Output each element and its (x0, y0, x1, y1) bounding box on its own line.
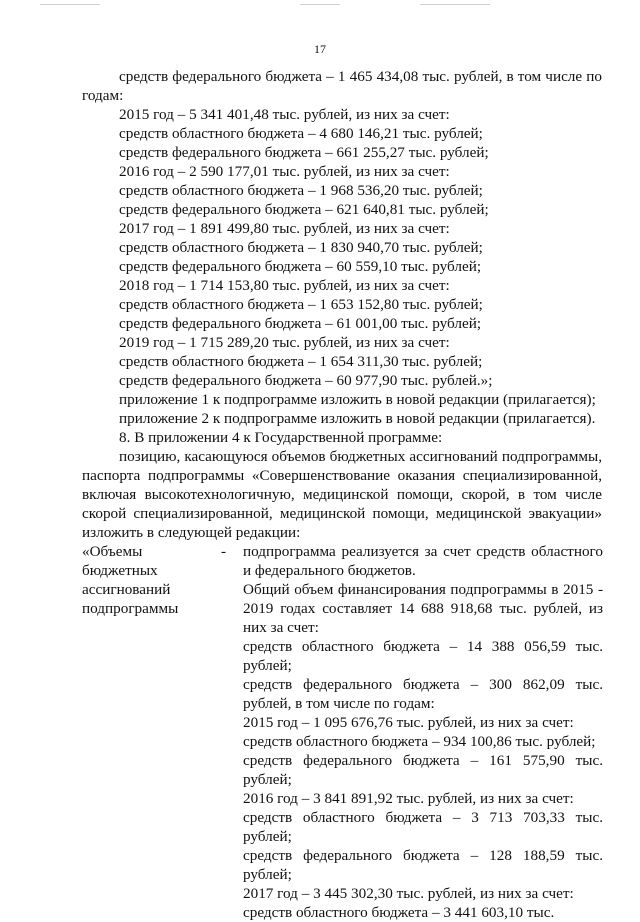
table-value-line: средств областного бюджета – 3 713 703,33 тыс. рублей; (243, 809, 603, 845)
document-body (82, 67, 602, 922)
table-value-line: подпрограмма реализуется за счет средств областного и федерального бюджетов. (243, 543, 603, 579)
scan-artifact (420, 4, 490, 5)
table-value-line: 2017 год – 3 445 302,30 тыс. рублей, из них за счет: (243, 885, 574, 902)
year-line: средств областного бюджета – 4 680 146,21 тыс. рублей; (119, 125, 483, 142)
table-value-line: средств областного бюджета – 14 388 056,59 тыс. рублей; (243, 638, 603, 674)
table-value-line: средств федерального бюджета – 161 575,90 тыс. рублей; (243, 752, 603, 788)
table-label-column (82, 542, 230, 922)
table-value-line: Общий объем финансирования подпрограммы в 2015 - 2019 годах составляет 14 688 918,68 тыс. рублей, из них за счет: (243, 581, 603, 636)
table-value-line: 2015 год – 1 095 676,76 тыс. рублей, из них за счет: (243, 714, 574, 731)
year-line: средств федерального бюджета – 621 640,81 тыс. рублей; (119, 201, 489, 218)
table-dash: - (220, 543, 226, 560)
table-label-line: подпрограммы (82, 600, 179, 617)
table-value-line: средств федерального бюджета – 300 862,09 тыс. рублей, в том числе по годам: (243, 676, 603, 712)
section-heading: 8. В приложении 4 к Государственной программе: (119, 429, 443, 446)
table-label-line: бюджетных (82, 562, 158, 579)
table-value-line: средств областного бюджета – 3 441 603,10 тыс. (243, 904, 555, 921)
page-number: 17 (314, 42, 326, 56)
year-line: средств областного бюджета – 1 653 152,80 тыс. рублей; (119, 296, 483, 313)
table-value-line: средств федерального бюджета – 128 188,59 тыс. рублей; (243, 847, 603, 883)
year-line: средств федерального бюджета – 61 001,00 тыс. рублей; (119, 315, 482, 332)
year-line: 2018 год – 1 714 153,80 тыс. рублей, из них за счет: (119, 277, 450, 294)
year-line: средств областного бюджета – 1 654 311,30 тыс. рублей; (119, 353, 483, 370)
table-label-line: «Объемы (82, 543, 143, 560)
budget-table (82, 542, 602, 922)
appendix-line: приложение 2 к подпрограмме изложить в новой редакции (прилагается). (119, 410, 596, 427)
table-value-line: 2016 год – 3 841 891,92 тыс. рублей, из них за счет: (243, 790, 574, 807)
year-line: 2019 год – 1 715 289,20 тыс. рублей, из них за счет: (119, 334, 450, 351)
year-line: средств федерального бюджета – 661 255,27 тыс. рублей; (119, 144, 489, 161)
year-line: средств федерального бюджета – 60 559,10 тыс. рублей; (119, 258, 482, 275)
year-line: 2017 год – 1 891 499,80 тыс. рублей, из них за счет: (119, 220, 450, 237)
intro-line: средств федерального бюджета – 1 465 434,08 тыс. рублей, в том числе по годам: (82, 68, 602, 104)
scan-artifact (300, 4, 340, 5)
table-label-line: ассигнований (82, 581, 171, 598)
scan-artifact (40, 4, 100, 5)
year-line: средств областного бюджета – 1 968 536,20 тыс. рублей; (119, 182, 483, 199)
amendment-paragraph: позицию, касающуюся объемов бюджетных ассигнований подпрограммы, паспорта подпрограммы «Совершенствование оказания специализированной, включая высокотехнологичную, медицинской помощи, скорой, в том числе скорой специализированной, медицинской помощи, медицинской эвакуации» изложить в следующей редакции: (82, 448, 602, 541)
year-line: средств федерального бюджета – 60 977,90 тыс. рублей.»; (119, 372, 493, 389)
appendix-line: приложение 1 к подпрограмме изложить в новой редакции (прилагается); (119, 391, 596, 408)
year-line: средств областного бюджета – 1 830 940,70 тыс. рублей; (119, 239, 483, 256)
table-value-line: средств областного бюджета – 934 100,86 тыс. рублей; (243, 733, 596, 750)
table-value-column (243, 542, 603, 922)
year-line: 2016 год – 2 590 177,01 тыс. рублей, из них за счет: (119, 163, 450, 180)
year-breakdown-list (82, 105, 602, 447)
year-line: 2015 год – 5 341 401,48 тыс. рублей, из них за счет: (119, 106, 450, 123)
